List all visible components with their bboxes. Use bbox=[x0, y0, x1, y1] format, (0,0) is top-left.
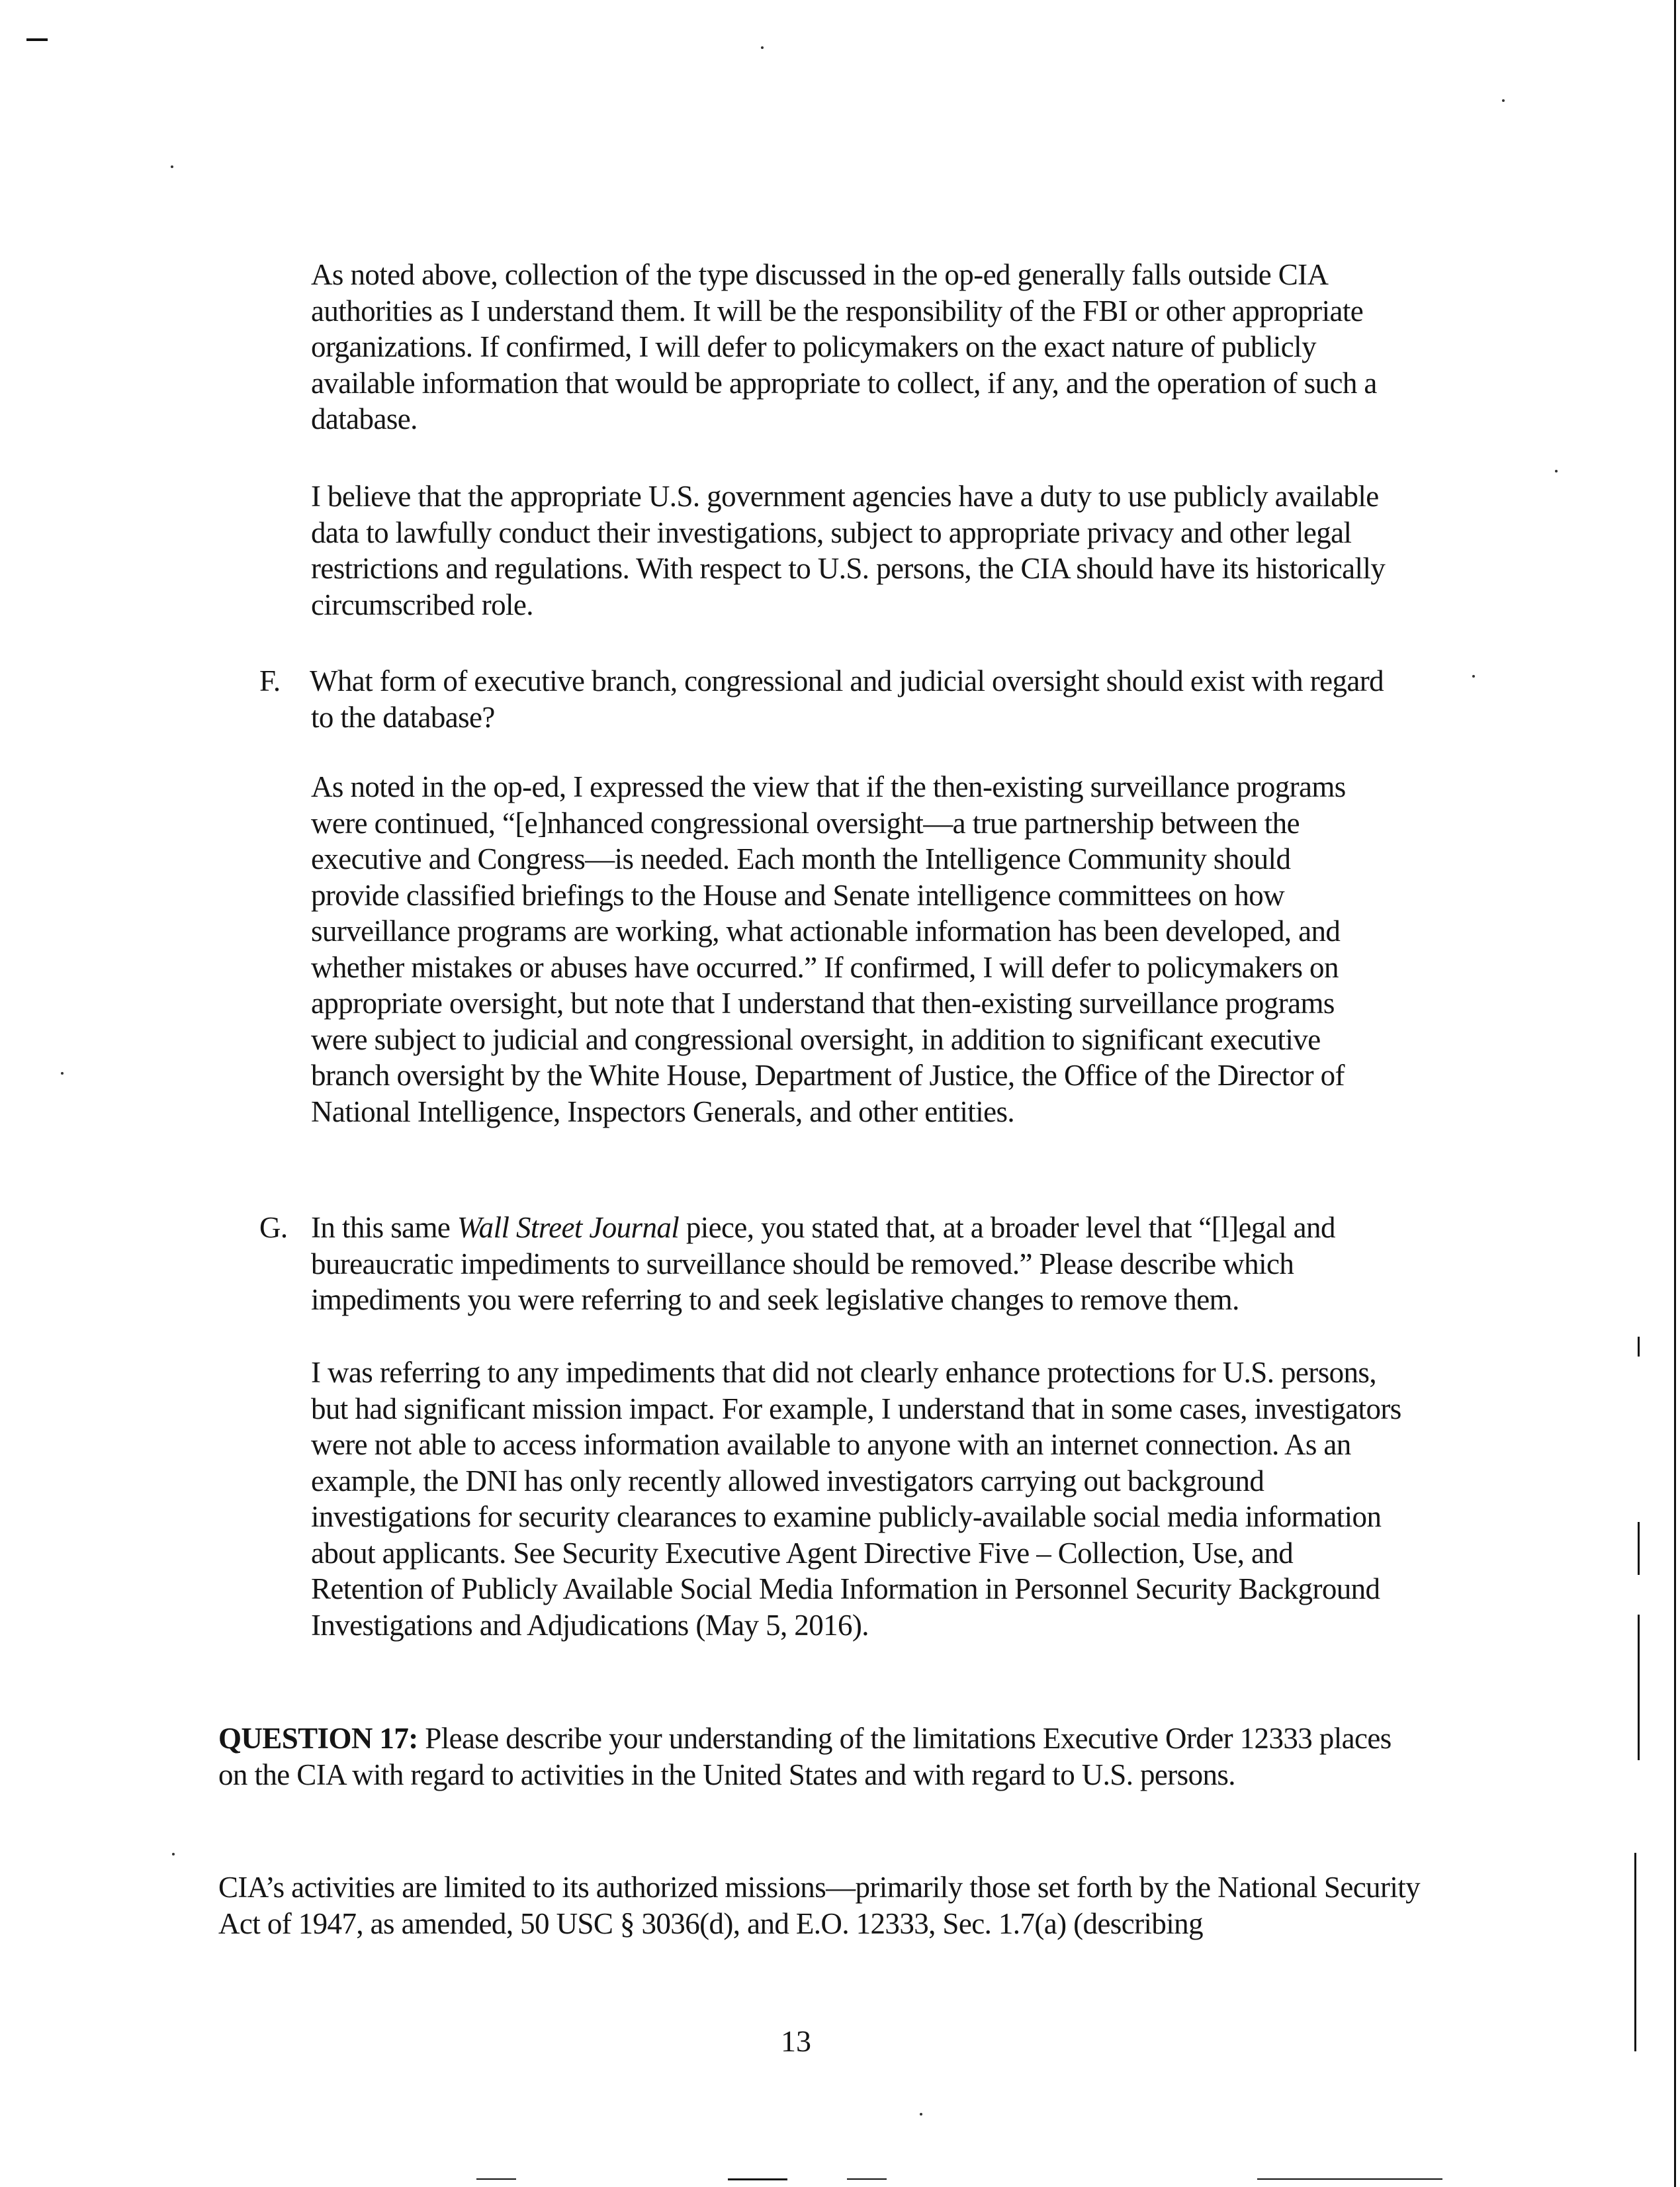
subquestion-label: G. bbox=[259, 1211, 288, 1244]
scan-speck bbox=[171, 165, 173, 168]
subquestion-text bbox=[311, 1210, 1423, 1318]
scan-mark-bottom-2 bbox=[728, 2178, 787, 2180]
scan-speck bbox=[61, 1072, 64, 1075]
scan-mark-right-4 bbox=[1634, 1853, 1636, 2051]
scan-speck bbox=[920, 2113, 922, 2116]
answer-paragraph: As noted in the op-ed, I expressed the view that if the then-existing surveillance programs were continued, “[e]nhanced congressional oversight—a true partnership between the executive and Congress—is needed. Each month the Intelligence Community should provide classified briefings to the House and Senate intelligence committees on how surveillance programs are working, what actionable information has been developed, and whether mistakes or abuses have occurred.” If confirmed, I will defer to policymakers on appropriate oversight, but note that I understand that then-existing surveillance programs were subject to judicial and congressional oversight, in addition to significant executive branch oversight by the White House, Department of Justice, the Office of the Director of National Intelligence, Inspectors Generals, and other entities. bbox=[311, 770, 1346, 1128]
publication-title: Wall Street Journal bbox=[457, 1211, 680, 1244]
scan-mark-bottom-4 bbox=[1257, 2178, 1442, 2180]
page-number: 13 bbox=[781, 2024, 811, 2058]
scan-mark-right-1 bbox=[1638, 1337, 1640, 1357]
answer-paragraph: I was referring to any impediments that did not clearly enhance protections for U.S. persons, but had significant mission impact. For example, I understand that in some cases, investigators were not able to access information available to anyone with an internet connection. As an example, the DNI has only recently allowed investigators carrying out background investigations for security clearances to examine publicly-available social media information about applicants. See Security Executive Agent Directive Five – Collection, Use, and Retention of Publicly Available Social Media Information in Personnel Security Background Investigations and Adjudications (May 5, 2016). bbox=[311, 1356, 1401, 1642]
scan-mark-right-3 bbox=[1638, 1615, 1640, 1760]
subquestion-text-part: In this same bbox=[311, 1211, 457, 1244]
scan-speck bbox=[172, 1853, 175, 1855]
scan-mark-bottom-3 bbox=[847, 2178, 887, 2180]
scan-speck bbox=[1502, 99, 1505, 102]
scan-mark-right-2 bbox=[1638, 1522, 1640, 1575]
answer-paragraph: CIA’s activities are limited to its authorized missions—primarily those set forth by the National Security Act of 1947, as amended, 50 USC § 3036(d), and E.O. 12333, Sec. 1.7(a) (describing bbox=[218, 1871, 1421, 1940]
subquestion-text-part: piece, you stated that, at a broader level that “[l]egal and bureaucratic impediments to surveillance should be removed.” Please describe which impediments you were referring to and seek legislative changes to remove them. bbox=[311, 1211, 1335, 1316]
answer-paragraph: As noted above, collection of the type discussed in the op-ed generally falls outside CIA authorities as I understand them. It will be the responsibility of the FBI or other appropriate organizations. If confirmed, I will defer to policymakers on the exact nature of publicly available information that would be appropriate to collect, if any, and the operation of such a database. bbox=[311, 258, 1377, 435]
question-label: QUESTION 17: bbox=[218, 1722, 418, 1755]
scan-speck bbox=[761, 46, 764, 49]
scan-mark-bottom-1 bbox=[476, 2178, 516, 2180]
subquestion-text: What form of executive branch, congressional and judicial oversight should exist with regard to the database? bbox=[310, 664, 1384, 734]
scan-speck bbox=[1555, 470, 1558, 472]
subquestion-label: F. bbox=[259, 664, 281, 697]
question-text: Please describe your understanding of the limitations Executive Order 12333 places on the CIA with regard to activities in the United States and with regard to U.S. persons. bbox=[218, 1722, 1392, 1791]
scan-speck bbox=[1472, 675, 1475, 678]
scan-mark-top-left bbox=[26, 38, 48, 41]
answer-paragraph: I believe that the appropriate U.S. government agencies have a duty to use publicly available data to lawfully conduct their investigations, subject to appropriate privacy and other legal restrictions and regulations. With respect to U.S. persons, the CIA should have its historically circumscribed role. bbox=[311, 480, 1386, 621]
question-paragraph bbox=[218, 1720, 1409, 1793]
scan-border-right bbox=[1674, 0, 1676, 2187]
